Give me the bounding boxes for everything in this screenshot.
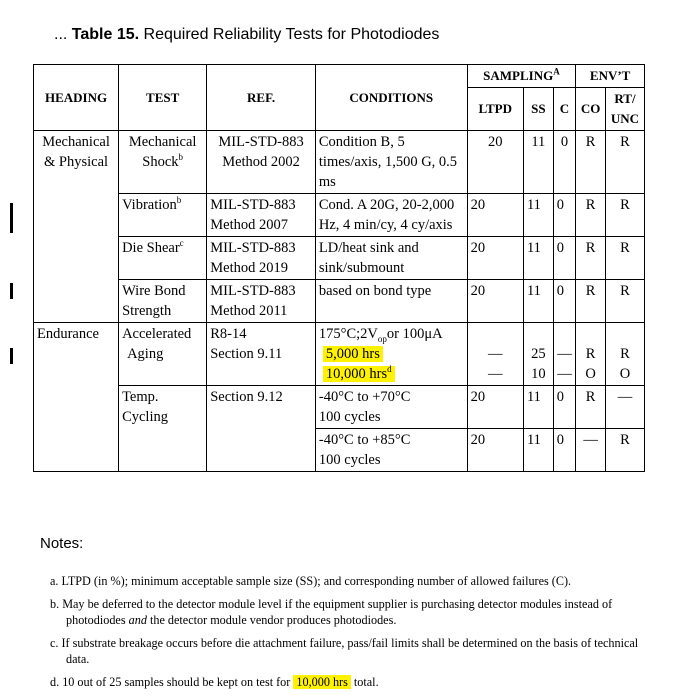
- test-cell: Temp. Cycling: [119, 386, 207, 472]
- heading-mechanical: Mechanical & Physical: [34, 131, 119, 323]
- ltpd-cell: 20: [467, 237, 523, 280]
- reliability-table: [33, 64, 645, 472]
- c-cell: 0: [553, 429, 576, 472]
- ss-cell: 11: [523, 131, 553, 194]
- ltpd-cell: 20: [467, 194, 523, 237]
- col-heading: HEADING: [34, 65, 119, 131]
- note-c: c. If substrate breakage occurs before die attachment failure, pass/fail limits shall be determined on the basis of technical data.: [50, 635, 639, 666]
- test-cell: Wire Bond Strength: [119, 280, 207, 323]
- title-number: Table 15.: [71, 26, 140, 43]
- change-bar: [10, 203, 13, 233]
- ref-cell: Section 9.12: [207, 386, 316, 472]
- co-cell: R: [576, 131, 606, 194]
- co-cell: —: [576, 429, 606, 472]
- col-rt-unc: RT/ UNC: [605, 88, 644, 131]
- ss-cell: 11: [523, 194, 553, 237]
- rt-cell: —: [605, 386, 644, 429]
- co-cell: R O: [576, 323, 606, 386]
- rt-cell: R: [605, 194, 644, 237]
- conditions-cell: Cond. A 20G, 20-2,000 Hz, 4 min/cy, 4 cy/axis: [315, 194, 467, 237]
- co-cell: R: [576, 280, 606, 323]
- conditions-cell: LD/heat sink and sink/submount: [315, 237, 467, 280]
- ltpd-cell: — —: [467, 323, 523, 386]
- title-prefix: ...: [54, 26, 68, 43]
- col-conditions: CONDITIONS: [315, 65, 467, 131]
- header-row: [34, 65, 645, 88]
- test-cell: Accelerated Aging: [119, 323, 207, 386]
- ss-cell: 11: [523, 386, 553, 429]
- test-cell: Mechanical Shock$^b$: [119, 131, 207, 194]
- conditions-cell: -40°C to +70°C 100 cycles: [315, 386, 467, 429]
- c-cell: 0: [553, 237, 576, 280]
- table-row: [34, 194, 645, 237]
- c-cell: 0: [553, 280, 576, 323]
- col-ss: SS: [523, 88, 553, 131]
- col-envt: ENV’T: [576, 65, 645, 88]
- co-cell: R: [576, 386, 606, 429]
- col-c: C: [553, 88, 576, 131]
- rt-cell: R O: [605, 323, 644, 386]
- table-row: [34, 280, 645, 323]
- note-d: d. 10 out of 25 samples should be kept on test for 10,000 hrs total.: [50, 674, 379, 689]
- conditions-cell: $175^\circ C;2V_{op}or$ 100μA 5,000 hrs 10,000 hrs$^d$: [315, 323, 467, 386]
- c-cell: 0: [553, 386, 576, 429]
- conditions-cell: -40°C to +85°C 100 cycles: [315, 429, 467, 472]
- col-sampling: $SAMPLING^A$: [467, 65, 576, 88]
- rt-cell: R: [605, 237, 644, 280]
- notes-heading: Notes:: [40, 535, 84, 552]
- notes-list: [50, 573, 650, 696]
- conditions-cell: based on bond type: [315, 280, 467, 323]
- col-co: CO: [576, 88, 606, 131]
- co-cell: R: [576, 194, 606, 237]
- table-row: [34, 237, 645, 280]
- title-text: Required Reliability Tests for Photodiodes: [143, 26, 440, 43]
- col-ltpd: LTPD: [467, 88, 523, 131]
- test-cell: Vibration$^b$: [119, 194, 207, 237]
- ref-cell: R8-14 Section 9.11: [207, 323, 316, 386]
- c-cell: 0: [553, 131, 576, 194]
- ltpd-cell: 20: [467, 131, 523, 194]
- ltpd-cell: 20: [467, 280, 523, 323]
- heading-endurance: Endurance: [34, 323, 119, 472]
- conditions-cell: Condition B, 5 times/axis, 1,500 G, 0.5 ms: [315, 131, 467, 194]
- table-row: [34, 386, 645, 429]
- highlight: 5,000 hrs: [323, 346, 383, 362]
- ss-cell: 11: [523, 280, 553, 323]
- rt-cell: R: [605, 131, 644, 194]
- highlight: 10,000 hrs$^d$: [323, 366, 395, 382]
- rt-cell: R: [605, 280, 644, 323]
- ss-cell: 11: [523, 429, 553, 472]
- co-cell: R: [576, 237, 606, 280]
- table-title: [54, 26, 439, 44]
- c-cell: — —: [553, 323, 576, 386]
- rt-cell: R: [605, 429, 644, 472]
- test-cell: Die Shear$^c$: [119, 237, 207, 280]
- c-cell: 0: [553, 194, 576, 237]
- change-bar: [10, 283, 13, 299]
- change-bar: [10, 348, 13, 364]
- ref-cell: MIL-STD-883 Method 2011: [207, 280, 316, 323]
- ltpd-cell: 20: [467, 386, 523, 429]
- col-test: TEST: [119, 65, 207, 131]
- note-b: b. May be deferred to the detector module level if the equipment supplier is purchasing detector modules instead of photodiodes and the detector module vendor produces photodiodes.: [50, 596, 613, 627]
- ss-cell: 25 10: [523, 323, 553, 386]
- ref-cell: MIL-STD-883 Method 2007: [207, 194, 316, 237]
- ltpd-cell: 20: [467, 429, 523, 472]
- highlight: 10,000 hrs: [293, 675, 350, 689]
- ss-cell: 11: [523, 237, 553, 280]
- table-row: [34, 131, 645, 194]
- note-a: a. LTPD (in %); minimum acceptable sample size (SS); and corresponding number of allowed failures (C).: [50, 574, 572, 588]
- col-ref: REF.: [207, 65, 316, 131]
- ref-cell: MIL-STD-883 Method 2019: [207, 237, 316, 280]
- ref-cell: MIL-STD-883 Method 2002: [207, 131, 316, 194]
- table-row: [34, 323, 645, 386]
